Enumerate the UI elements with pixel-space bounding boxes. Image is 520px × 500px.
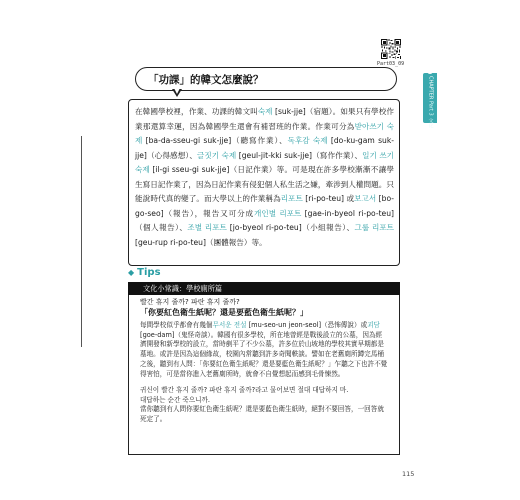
main-korean-term: 개인별 리포트 (254, 208, 302, 218)
tips-dialog-korean-2: 대답하는 순간 죽으니까. (140, 395, 210, 404)
main-text: [bo-go-seo]（報告），報告又可分成 (135, 194, 394, 218)
tips-text: [goe-dam]（鬼怪奇談）。韓國有很多學校，所在地曾經是戰後設立的公墓，因為經濟開發和新學校的設立，當時剷平了不少公墓，許多位於山坡地的學校其實早期都是墓地。或許是因為這個緣故，校園內常聽到許多奇聞軼談。譬如在老舊廁所蹲完馬桶之後，聽到有人問：「你要紅色衛生紙呢？還是要藍色衛生紙呢？」乍聽之下也許不覺得害怕，可是當你進入老舊廁所時，就會不自覺想起而感到毛骨悚然。 (140, 330, 388, 378)
tips-korean-term: 무서운 전설 (212, 320, 247, 329)
main-korean-term: 글짓기 숙제 (197, 150, 237, 160)
chapter-side-tab[interactable] (423, 73, 437, 129)
main-korean-term: 그룹 리포트 (354, 223, 395, 233)
main-text: [jo-byeol ri-po-teu]（小組報告）、 (226, 223, 355, 233)
margin-rule (81, 136, 82, 347)
tips-box (128, 295, 400, 455)
qr-label: Part03_09 (377, 61, 405, 67)
main-text: [ba-da-sseu-gi suk-jje]（聽寫作業）、 (142, 136, 288, 146)
main-text: [il-gi sseu-gi suk-jje]（日記作業）等。可是現在許多學校漸漸不讓學生寫日記作業了，因為日記作業有侵犯個人私生活之嫌，牽涉到人權問題。只能說時代真的變了。而大學以上的作業稱為 (135, 165, 394, 204)
main-text: [geul-jit-kki suk-jje]（寫作作業）、 (236, 150, 363, 160)
tips-text: 每間學校似乎都會有幾個 (140, 320, 213, 329)
side-tab-line1: CHAPTER (427, 75, 434, 100)
qr-code-icon[interactable] (381, 39, 401, 59)
main-text: [geu-rup ri-po-teu]（團體報告）等。 (135, 237, 267, 247)
page-number: 115 (402, 470, 415, 478)
speech-bubble-title: 「功課」的韓文怎麼說？ (135, 67, 397, 91)
diamond-icon: ◆ (128, 268, 135, 277)
tips-label: Tips (137, 267, 161, 278)
main-text: [suk-jje]（宿題）。如果只有學校作業那還算幸運，因為韓國學生還會有補習班的作業。作業可分為 (135, 107, 395, 131)
main-korean-term: 독후감 숙제 (287, 136, 328, 146)
main-text: [gae-in-byeol ri-po-teu]（個人報告）、 (135, 208, 394, 233)
tips-question-chinese: 「你要紅色衛生紙呢？還是要藍色衛生紙呢？」 (140, 307, 308, 317)
tips-header-bar: 文化小常識：學校廁所篇 (128, 282, 400, 295)
side-tab-line2: Part 3 (427, 101, 434, 117)
tips-heading (128, 267, 161, 278)
main-korean-term: 일기 쓰기 숙제 (135, 150, 395, 175)
main-paragraph (128, 99, 400, 266)
chapter-dot-icon (427, 68, 433, 74)
main-korean-term: 받아쓰기 숙제 (135, 121, 394, 146)
main-korean-term: 보고서 (354, 194, 377, 204)
tips-text: [mu-seo-un jeon-seol]（恐怖傳說）或 (246, 320, 368, 329)
tips-korean-term: 괴담 (367, 320, 380, 329)
main-text: [do-ku-gam suk-jje]（心得感想）、 (135, 136, 394, 160)
main-korean-term: 숙제 (257, 107, 273, 116)
main-text: 在韓國學校裡，作業、功課的韓文叫 (135, 107, 258, 116)
main-korean-term: 조별 리포트 (187, 223, 227, 233)
tips-body (140, 321, 388, 380)
main-text: [ri-po-teu] 或 (302, 194, 355, 204)
tips-dialog-korean-1: 귀신이 빨간 휴지 줄까? 파란 휴지 줄까?라고 물어보면 절대 대답하지 마. (140, 385, 349, 394)
tips-dialog-chinese: 當你聽到有人問你要紅色衛生紙呢？還是要藍色衛生紙時，絕對不要回答，一回答就死定了。 (140, 405, 384, 424)
side-tab-line3: 文化 (427, 118, 434, 129)
speech-bubble-tail-inner (174, 88, 180, 94)
main-korean-term: 리포트 (280, 194, 303, 204)
tips-question-korean: 빨간 휴지 줄까? 파란 휴지 줄까? (140, 298, 240, 306)
